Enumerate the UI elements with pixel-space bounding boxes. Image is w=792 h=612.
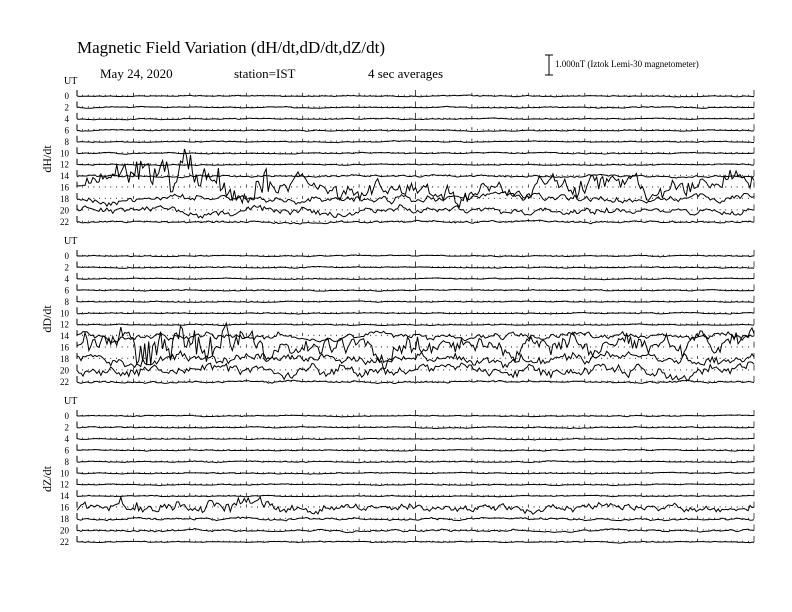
row-hour-label: 16 xyxy=(60,502,69,513)
row-hour-label: 4 xyxy=(64,113,69,124)
trace-row-8 xyxy=(65,296,755,307)
row-hour-label: 12 xyxy=(60,479,69,490)
panel-ylabel: dD/dt xyxy=(40,305,54,333)
row-hour-label: 12 xyxy=(60,159,69,170)
trace-row-2 xyxy=(65,101,755,112)
row-hour-label: 22 xyxy=(60,536,69,547)
trace-row-20 xyxy=(60,362,754,381)
trace-row-12 xyxy=(60,479,754,490)
trace-row-4 xyxy=(65,113,755,124)
trace-row-22 xyxy=(60,216,754,227)
row-hour-label: 22 xyxy=(60,376,69,387)
row-hour-label: 20 xyxy=(60,205,69,216)
chart-title: Magnetic Field Variation (dH/dt,dD/dt,dZ/dt) xyxy=(77,38,386,57)
row-hour-label: 10 xyxy=(60,468,69,479)
panel-dzdt xyxy=(40,396,754,547)
row-hour-label: 22 xyxy=(60,216,69,227)
trace-row-10 xyxy=(60,307,754,318)
trace-row-20 xyxy=(60,205,754,218)
averaging-label: 4 sec averages xyxy=(368,66,444,81)
ut-axis-label: UT xyxy=(64,236,78,247)
panel-dhdt xyxy=(40,76,754,227)
row-hour-label: 6 xyxy=(64,285,69,296)
row-hour-label: 18 xyxy=(60,514,69,525)
ut-axis-label: UT xyxy=(64,76,78,87)
trace-row-22 xyxy=(60,536,754,547)
panel-ylabel: dZ/dt xyxy=(40,466,54,492)
panel-dddt xyxy=(40,236,754,387)
row-hour-label: 8 xyxy=(64,456,69,467)
row-hour-label: 14 xyxy=(60,171,69,182)
trace-row-0 xyxy=(65,410,755,421)
trace-row-16 xyxy=(60,497,754,514)
row-hour-label: 4 xyxy=(64,273,69,284)
row-hour-label: 12 xyxy=(60,319,69,330)
row-hour-label: 10 xyxy=(60,148,69,159)
row-hour-label: 18 xyxy=(60,194,69,205)
panel-ylabel: dH/dt xyxy=(40,145,54,173)
row-hour-label: 16 xyxy=(60,342,69,353)
trace-row-6 xyxy=(65,124,755,135)
trace-row-2 xyxy=(65,261,755,272)
trace-row-18 xyxy=(60,351,754,368)
trace-row-4 xyxy=(65,273,755,284)
row-hour-label: 16 xyxy=(60,182,69,193)
row-hour-label: 4 xyxy=(64,433,69,444)
trace-row-8 xyxy=(65,136,755,147)
row-hour-label: 8 xyxy=(64,136,69,147)
trace-row-8 xyxy=(65,456,755,467)
row-hour-label: 0 xyxy=(64,251,69,261)
row-hour-label: 6 xyxy=(64,445,69,456)
row-hour-label: 2 xyxy=(64,102,69,113)
scale-bar xyxy=(545,55,553,75)
ut-axis-label: UT xyxy=(64,396,78,407)
row-hour-label: 20 xyxy=(60,525,69,536)
trace-row-16 xyxy=(60,323,754,369)
trace-row-6 xyxy=(65,284,755,295)
scale-bar-label: 1.000nT (Iztok Lemi-30 magnetometer) xyxy=(555,59,699,69)
row-hour-label: 8 xyxy=(64,296,69,307)
date-label: May 24, 2020 xyxy=(100,66,173,81)
trace-row-12 xyxy=(60,319,754,330)
trace-row-14 xyxy=(60,490,754,501)
trace-row-10 xyxy=(60,147,754,158)
station-label: station=IST xyxy=(234,66,296,81)
row-hour-label: 6 xyxy=(64,125,69,136)
trace-row-0 xyxy=(65,90,755,101)
row-hour-label: 0 xyxy=(64,411,69,421)
row-hour-label: 2 xyxy=(64,422,69,433)
row-hour-label: 20 xyxy=(60,365,69,376)
trace-row-2 xyxy=(65,421,755,432)
row-hour-label: 18 xyxy=(60,354,69,365)
trace-row-4 xyxy=(65,433,755,444)
trace-row-6 xyxy=(65,444,755,455)
row-hour-label: 10 xyxy=(60,308,69,319)
trace-row-18 xyxy=(60,513,754,524)
row-hour-label: 14 xyxy=(60,331,69,342)
trace-row-0 xyxy=(65,250,755,261)
trace-row-16 xyxy=(60,149,754,207)
row-hour-label: 0 xyxy=(64,91,69,101)
trace-row-20 xyxy=(60,525,754,536)
row-hour-label: 2 xyxy=(64,262,69,273)
row-hour-label: 14 xyxy=(60,491,69,502)
trace-row-22 xyxy=(60,376,754,387)
trace-row-10 xyxy=(60,467,754,478)
